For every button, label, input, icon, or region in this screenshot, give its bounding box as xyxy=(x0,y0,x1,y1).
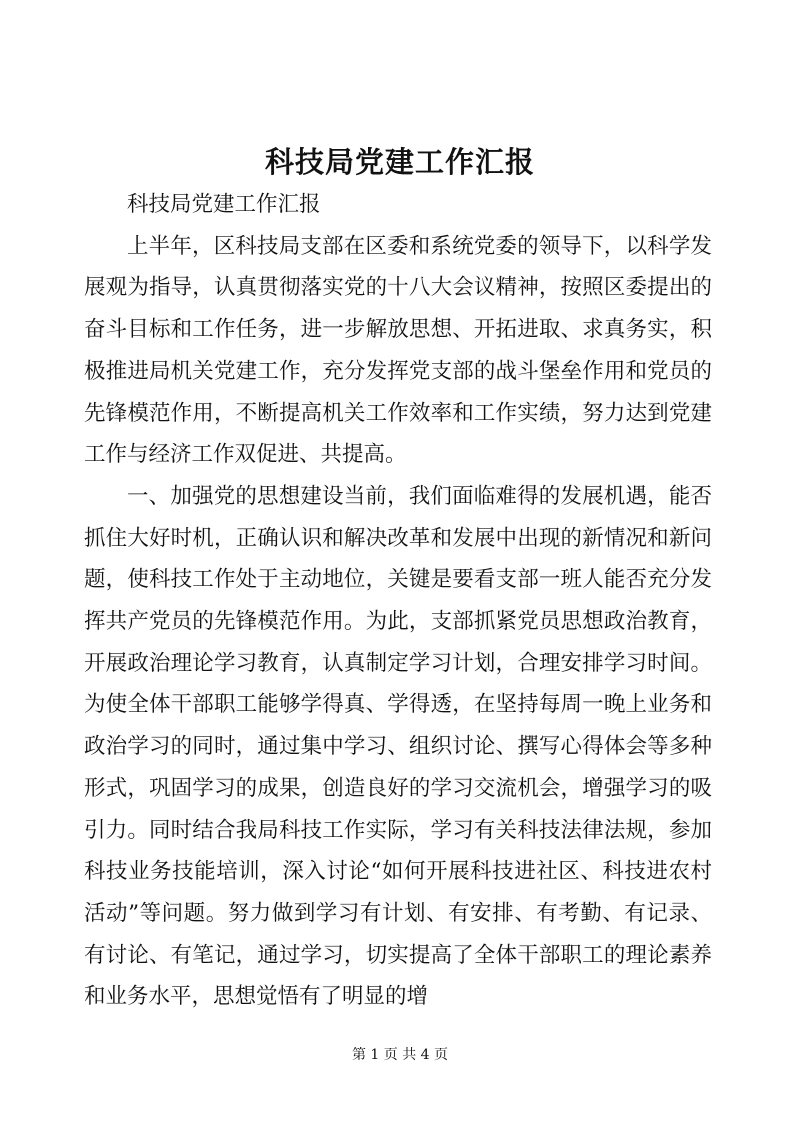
paragraph-heading: 科技局党建工作汇报 xyxy=(127,192,321,217)
paragraph-section-one: 一、加强党的思想建设当前，我们面临难得的发展机遇，能否抓住大好时机，正确认识和解决改革和发展中出现的新情况和新问题，使科技工作处于主动地位，关键是要看支部一班人能否充分发挥共产党员的先锋模范作用。为此，支部抓紧党员思想政治教育，开展政治理论学习教育，认真制定学习计划，合理安排学习时间。为使全体干部职工能够学得真、学得透，在坚持每周一晚上业务和政治学习的同时，通过集中学习、组织讨论、撰写心得体会等多种形式，巩固学习的成果，创造良好的学习交流机会，增强学习的吸引力。同时结合我局科技工作实际，学习有关科技法律法规，参加科技业务技能培训，深入讨论“如何开展科技进社区、科技进农村活动”等问题。努力做到学习有计划、有安排、有考勤、有记录、有讨论、有笔记，通过学习，切实提高了全体干部职工的理论素养和业务水平，思想觉悟有了明显的增 xyxy=(84,483,712,1010)
document-title: 科技局党建工作汇报 xyxy=(264,145,535,179)
page-footer: 第 1 页 共 4 页 xyxy=(351,1047,449,1063)
document-body xyxy=(84,184,712,1018)
paragraph-intro: 上半年，区科技局支部在区委和系统党委的领导下，以科学发展观为指导，认真贯彻落实党的十八大会议精神，按照区委提出的奋斗目标和工作任务，进一步解放思想、开拓进取、求真务实，积极推进局机关党建工作，充分发挥党支部的战斗堡垒作用和党员的先锋模范作用，不断提高机关工作效率和工作实绩，努力达到党建工作与经济工作双促进、共提高。 xyxy=(84,233,712,468)
